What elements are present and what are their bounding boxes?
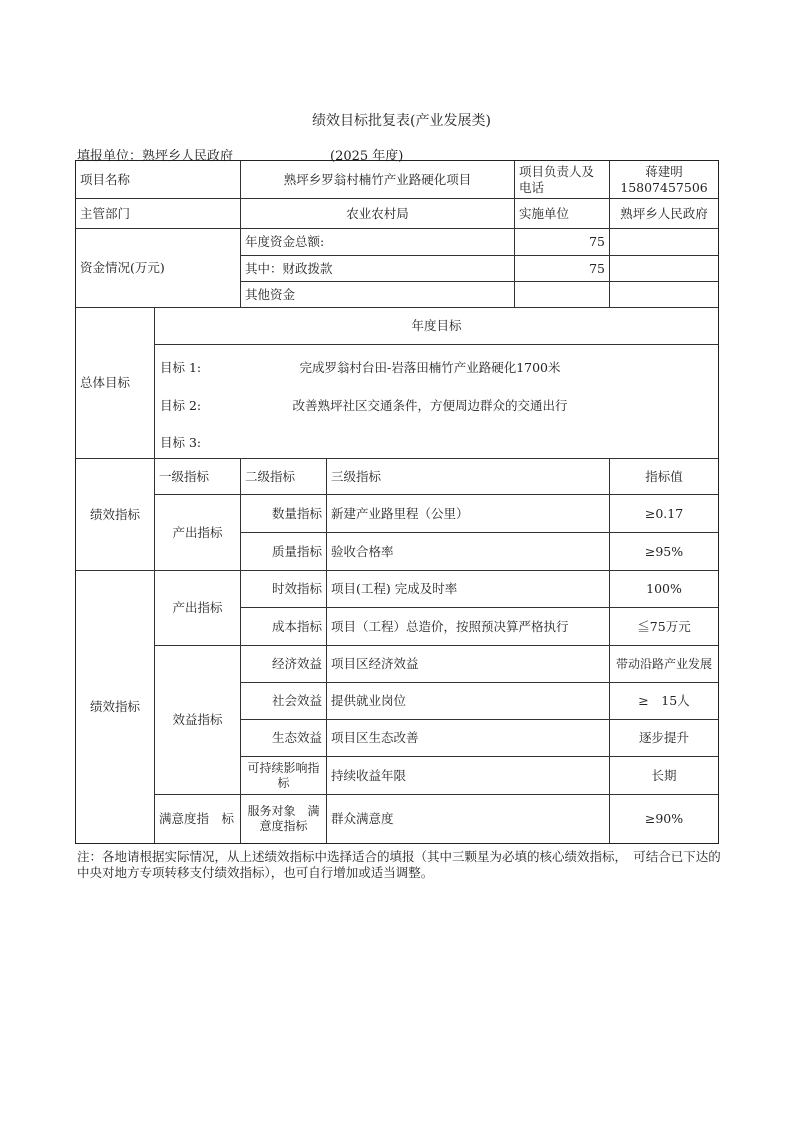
- level2-cell: 服务对象 满意度指标: [240, 794, 327, 844]
- funds-row-value: 75: [514, 255, 610, 282]
- level2-cell: 生态效益: [240, 719, 327, 757]
- leader-label: 项目负责人及电话: [514, 160, 610, 199]
- indicators-label: 绩效指标: [75, 458, 155, 571]
- value-cell: 带动沿路产业发展: [609, 645, 719, 683]
- level3-cell: 项目区生态改善: [326, 719, 610, 757]
- level3-cell: 提供就业岗位: [326, 682, 610, 720]
- level2-cell: 社会效益: [240, 682, 327, 720]
- level3-cell: 群众满意度: [326, 794, 610, 844]
- value-cell: 100%: [609, 570, 719, 608]
- page-title: 绩效目标批复表(产业发展类): [312, 113, 491, 129]
- header-value: 指标值: [609, 458, 719, 495]
- value-cell: ≥0.17: [609, 494, 719, 533]
- level2-cell: 可持续影响指标: [240, 756, 327, 795]
- funds-row-label: 其中：财政拨款: [240, 255, 515, 282]
- level3-cell: 验收合格率: [326, 532, 610, 571]
- goals-header: 年度目标: [154, 307, 719, 345]
- header-level2: 二级指标: [240, 458, 327, 495]
- value-cell: ≦75万元: [609, 607, 719, 646]
- funds-row-extra: [609, 228, 719, 256]
- level2-cell: 质量指标: [240, 532, 327, 571]
- level3-cell: 持续收益年限: [326, 756, 610, 795]
- value-cell: ≥ 15人: [609, 682, 719, 720]
- indicators-label: 绩效指标: [75, 570, 155, 844]
- level2-cell: 数量指标: [240, 494, 327, 533]
- level3-cell: 项目（工程）总造价，按照预决算严格执行: [326, 607, 610, 646]
- leader-name: 蒋建明: [645, 163, 683, 179]
- goal-text: 完成罗翁村台田-岩落田楠竹产业路硬化1700米: [299, 360, 561, 375]
- level3-cell: 项目区经济效益: [326, 645, 610, 683]
- value-cell: 逐步提升: [609, 719, 719, 757]
- funds-row-extra: [609, 281, 719, 308]
- level3-cell: 新建产业路里程（公里）: [326, 494, 610, 533]
- funds-row-value: [514, 281, 610, 308]
- dept-value: 农业农村局: [240, 198, 515, 229]
- project-name-label: 项目名称: [75, 160, 241, 199]
- funds-row-label: 年度资金总额:: [240, 228, 515, 256]
- value-cell: 长期: [609, 756, 719, 795]
- funds-label: 资金情况(万元): [75, 228, 241, 308]
- footnote: 注：各地请根据实际情况，从上述绩效指标中选择适合的填报（其中三颗星为必填的核心绩效指标， 可结合已下达的中央对地方专项转移支付绩效指标），也可自行增加或适当调整。: [77, 849, 721, 880]
- level1-cell: 产出指标: [154, 494, 241, 571]
- report-year: (2025 年度): [330, 149, 404, 164]
- level1-cell: 产出指标: [154, 570, 241, 646]
- impl-value: 熟坪乡人民政府: [609, 198, 719, 229]
- goal-text: 改善熟坪社区交通条件，方便周边群众的交通出行: [292, 398, 568, 413]
- leader-phone: 15807457506: [620, 179, 708, 195]
- goals-label: 总体目标: [75, 307, 155, 459]
- impl-label: 实施单位: [514, 198, 610, 229]
- goal-label: 目标 3:: [160, 435, 202, 450]
- level3-cell: 项目(工程) 完成及时率: [326, 570, 610, 608]
- goal-label: 目标 1:: [160, 360, 202, 375]
- funds-row-value: 75: [514, 228, 610, 256]
- header-level3: 三级指标: [326, 458, 610, 495]
- value-cell: ≥95%: [609, 532, 719, 571]
- value-cell: ≥90%: [609, 794, 719, 844]
- funds-row-extra: [609, 255, 719, 282]
- leader-info: [609, 160, 719, 199]
- goal-label: 目标 2:: [160, 398, 202, 413]
- filling-unit: 填报单位：熟坪乡人民政府: [77, 149, 234, 164]
- level1-cell: 满意度指 标: [154, 794, 241, 844]
- dept-label: 主管部门: [75, 198, 241, 229]
- project-name-value: 熟坪乡罗翁村楠竹产业路硬化项目: [240, 160, 515, 199]
- funds-row-label: 其他资金: [240, 281, 515, 308]
- header-level1: 一级指标: [154, 458, 241, 495]
- level1-cell: 效益指标: [154, 645, 241, 795]
- level2-cell: 成本指标: [240, 607, 327, 646]
- level2-cell: 经济效益: [240, 645, 327, 683]
- level2-cell: 时效指标: [240, 570, 327, 608]
